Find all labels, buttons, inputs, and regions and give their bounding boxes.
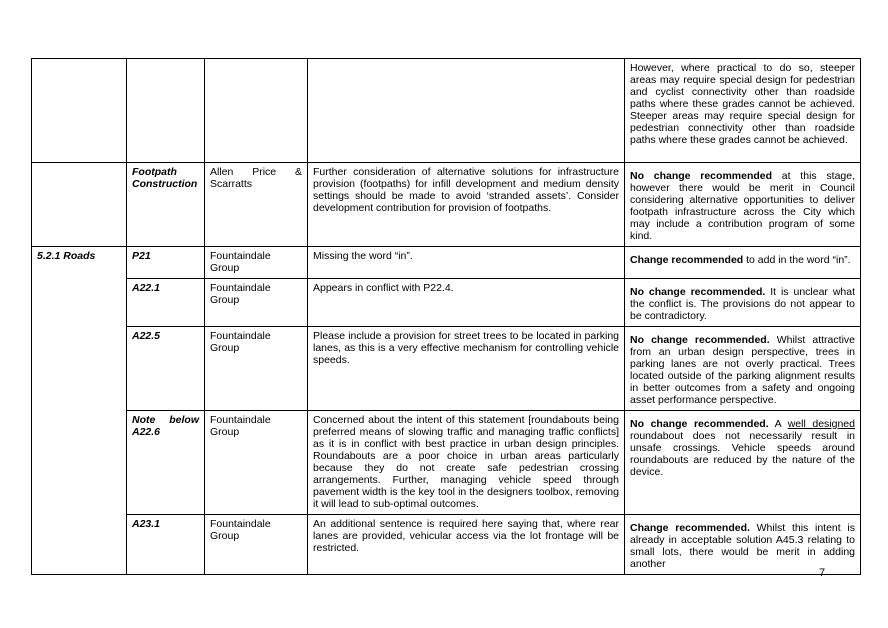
response-cell: Change recommended. Whilst this intent is already in acceptable solution A45.3 relating to small lots, there would be merit in adding another xyxy=(625,515,861,575)
response-cell: However, where practical to do so, steeper areas may require special design for pedestrian and cyclist connectivity other than roadside paths where these grades cannot be achieved. Steeper areas may require special design for pedestrian connectivity other than roadside paths where these grades cannot be achieved. xyxy=(625,59,861,163)
comment-cell xyxy=(308,59,625,163)
provision-cell: Note below A22.6 xyxy=(127,411,205,515)
recommendation: No change recommended. xyxy=(630,418,769,430)
table-row xyxy=(32,247,861,279)
provision-cell: Footpath Construction xyxy=(127,163,205,247)
submitter-cell: Fountaindale Group xyxy=(205,279,308,327)
page-number: 7 xyxy=(819,567,826,579)
comment-cell: Further consideration of alternative solutions for infrastructure provision (footpaths) for infill development and medium density settings should be made to avoid ‘stranded assets’. Consider development contribution for provision of footpaths. xyxy=(308,163,625,247)
submitter-cell: Fountaindale Group xyxy=(205,411,308,515)
response-cell: No change recommended. A well designed roundabout does not necessarily result in unsafe crossings. Vehicle speeds around roundabouts are reduced by the nature of the device. xyxy=(625,411,861,515)
provision-cell: A22.1 xyxy=(127,279,205,327)
table-row xyxy=(32,163,861,247)
response-cell: No change recommended. It is unclear what the conflict is. The provisions do not appear to be contradictory. xyxy=(625,279,861,327)
comment-cell: Appears in conflict with P22.4. xyxy=(308,279,625,327)
recommendation: No change recommended. xyxy=(630,286,766,298)
submitter-cell: Allen Price & Scarratts xyxy=(205,163,308,247)
response-cell: No change recommended at this stage, however there would be merit in Council considering alternative opportunities to deliver footpath infrastructure across the City which may include a contribution program of some kind. xyxy=(625,163,861,247)
response-cell: No change recommended. Whilst attractive from an urban design perspective, trees in parking lanes are not overly practical. Trees located outside of the parking alignment results in better outcomes from a safety and ongoing asset performance perspective. xyxy=(625,327,861,411)
provision-cell: A22.5 xyxy=(127,327,205,411)
table-row xyxy=(32,59,861,163)
provision-cell: A23.1 xyxy=(127,515,205,575)
table-row xyxy=(32,279,861,327)
recommendation: Change recommended. xyxy=(630,522,750,534)
comment-cell: Please include a provision for street trees to be located in parking lanes, as this is a very effective mechanism for controlling vehicle speeds. xyxy=(308,327,625,411)
table-row xyxy=(32,327,861,411)
provision-cell xyxy=(127,59,205,163)
section-cell xyxy=(32,59,127,163)
table-row xyxy=(32,411,861,515)
recommendation: No change recommended xyxy=(630,170,773,182)
comment-cell: Missing the word “in”. xyxy=(308,247,625,279)
recommendation: Change recommended xyxy=(630,254,744,266)
comment-cell: Concerned about the intent of this statement [roundabouts being preferred means of slowing traffic and managing traffic conflicts] as it is in conflict with best practice in urban design principles. Roundabouts are a poor choice in urban areas particularly because they do not create safe pedestrian crossing arrangements. Further, managing vehicle speed through pavement width is the key tool in the designers toolbox, removing it will lead to sub-optimal outcomes. xyxy=(308,411,625,515)
section-cell: 5.2.1 Roads xyxy=(32,247,127,575)
section-cell xyxy=(32,163,127,247)
response-cell: Change recommended to add in the word “in”. xyxy=(625,247,861,279)
submitter-cell: Fountaindale Group xyxy=(205,327,308,411)
recommendation: No change recommended. xyxy=(630,334,770,346)
submitter-cell: Fountaindale Group xyxy=(205,515,308,575)
submissions-table xyxy=(31,58,861,575)
provision-cell: P21 xyxy=(127,247,205,279)
comment-cell: An additional sentence is required here saying that, where rear lanes are provided, vehicular access via the lot frontage will be restricted. xyxy=(308,515,625,575)
table-row xyxy=(32,515,861,575)
submitter-cell xyxy=(205,59,308,163)
submitter-cell: Fountaindale Group xyxy=(205,247,308,279)
